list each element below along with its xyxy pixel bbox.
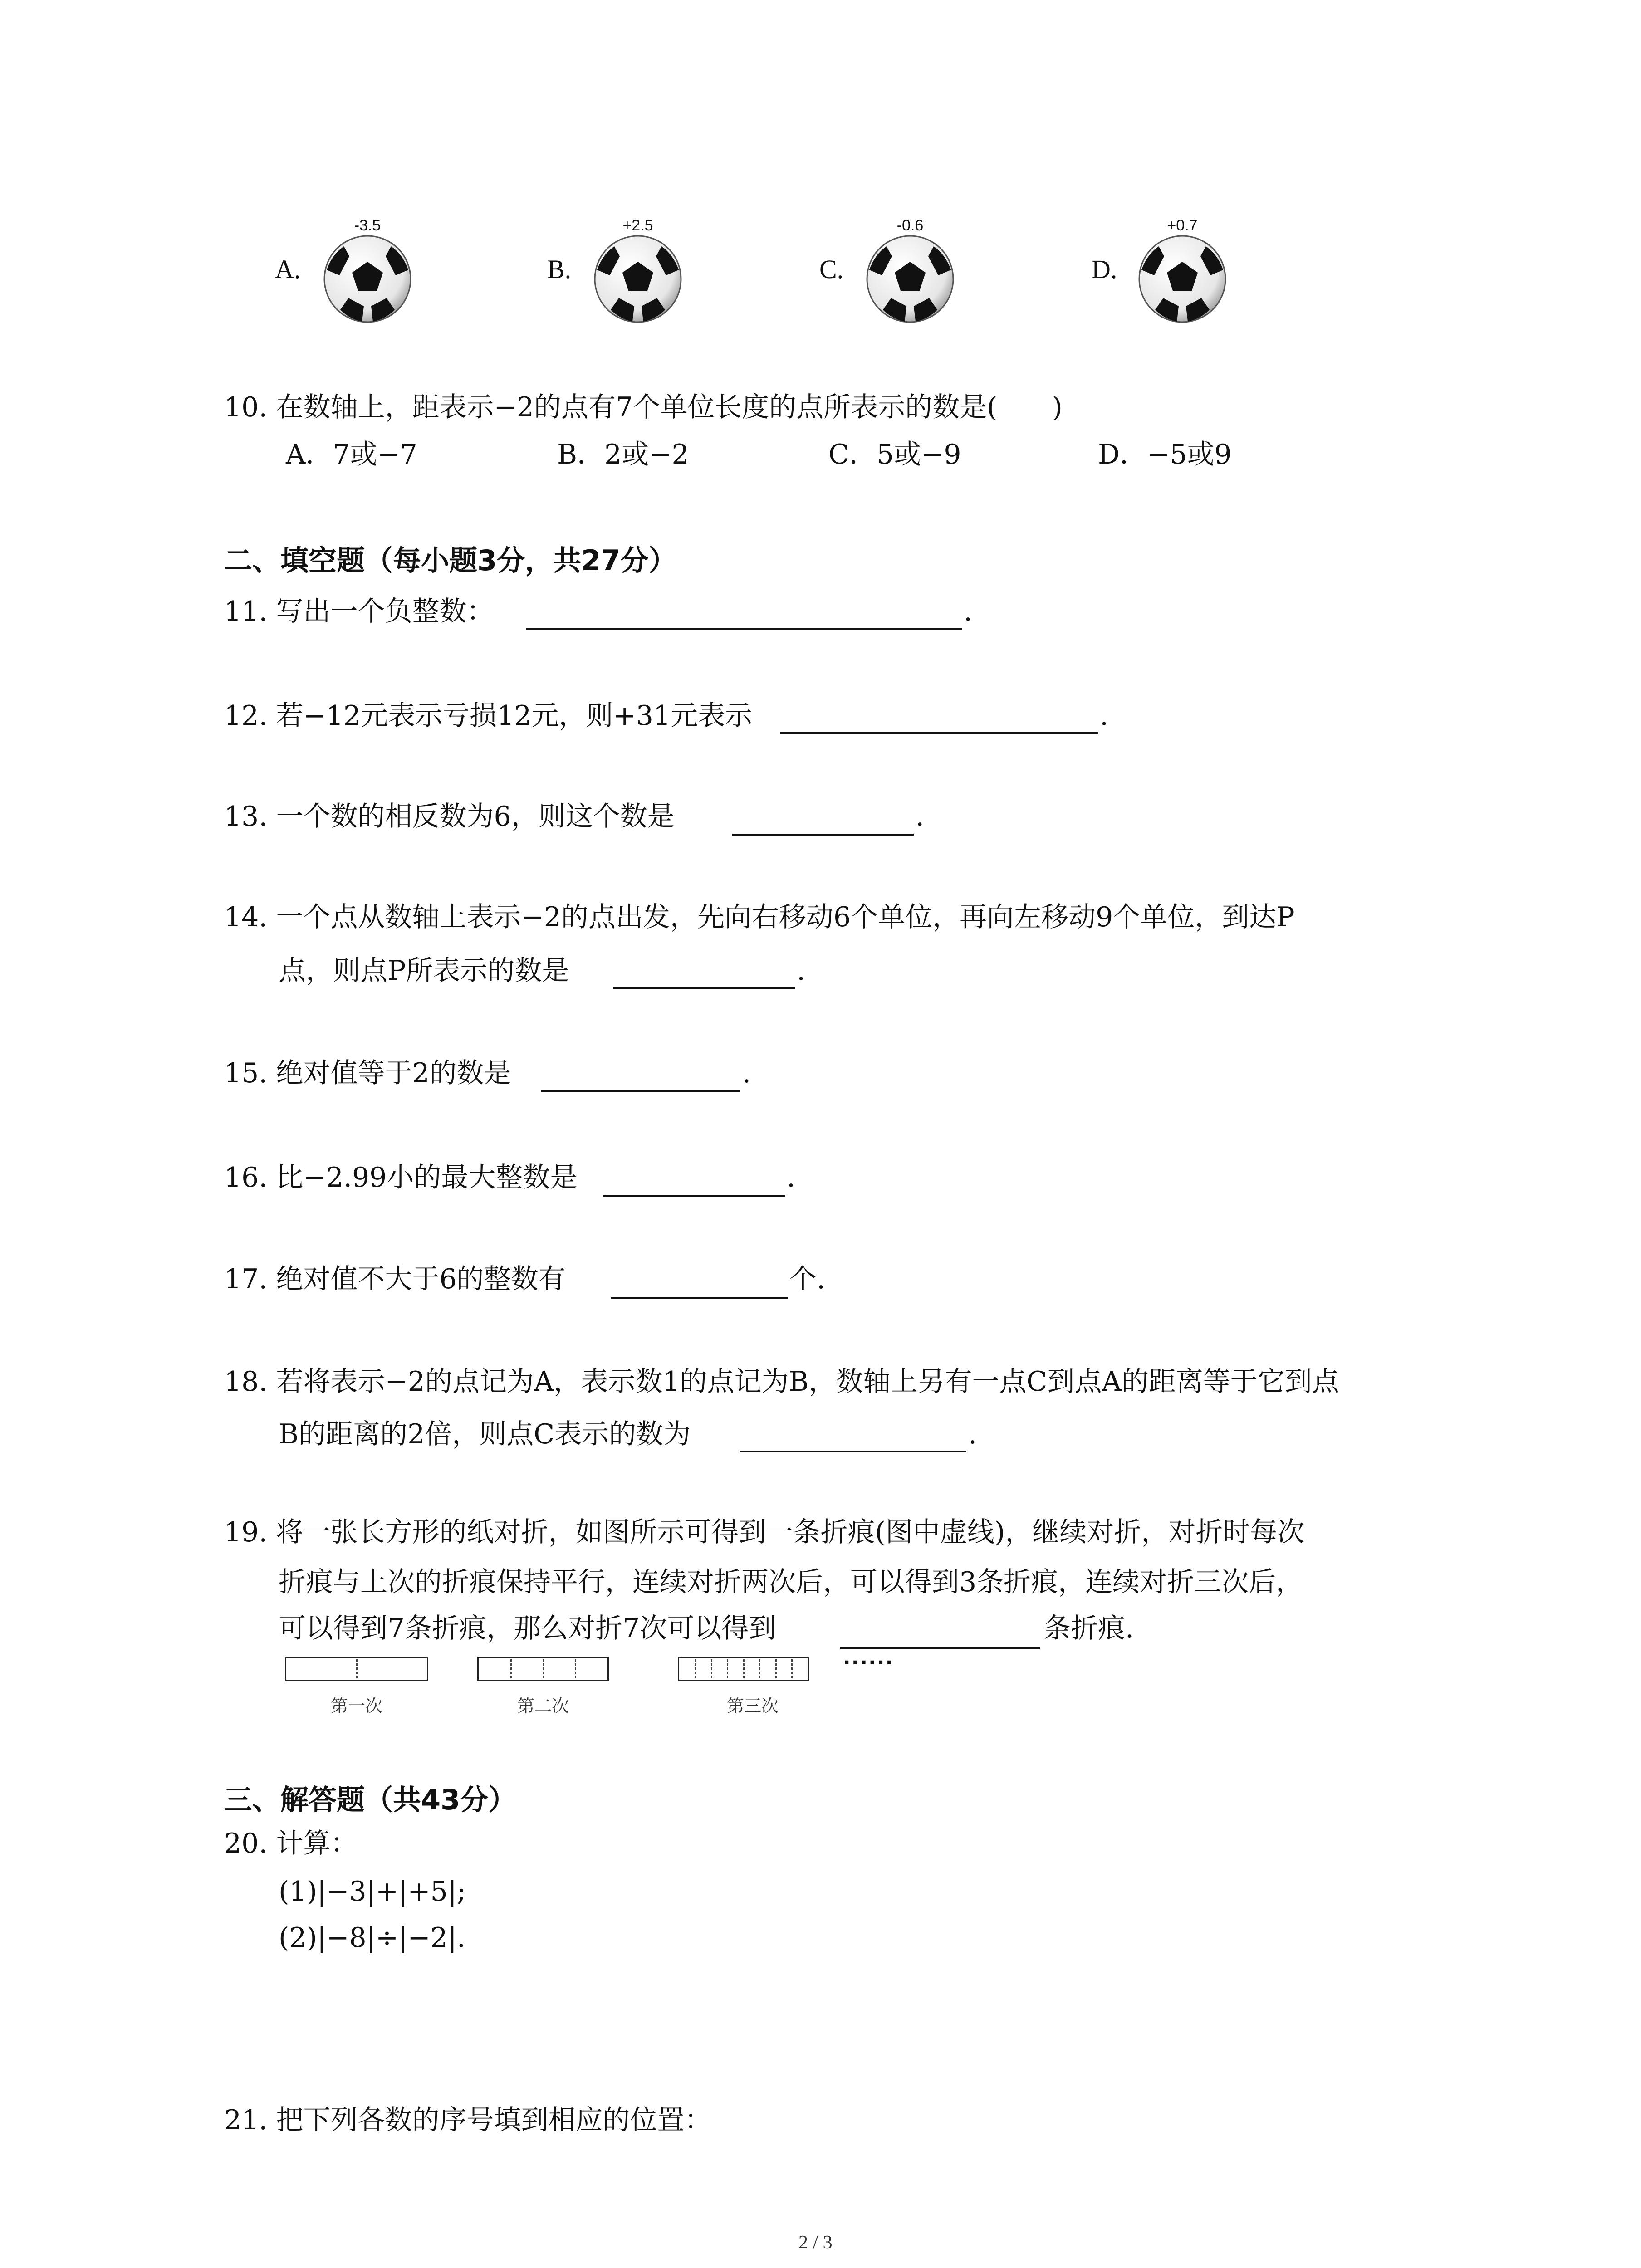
q17-text: 17. 绝对值不大于6的整数有 — [224, 1263, 566, 1295]
q14-end: . — [797, 955, 806, 987]
q18-line1: 18. 若将表示−2的点记为A，表示数1的点记为B，数轴上另有一点C到点A的距离等于它到点 — [224, 1366, 1339, 1398]
q17-answer-blank[interactable] — [611, 1297, 788, 1299]
q13-end: . — [916, 801, 925, 832]
q16-text: 16. 比−2.99小的最大整数是 — [224, 1162, 578, 1193]
fold-caption-second: 第二次 — [517, 1696, 569, 1716]
section-heading-fill-in: 二、填空题（每小题3分，共27分） — [224, 544, 677, 577]
q17-end: 个. — [789, 1263, 826, 1295]
q20-title: 20. 计算： — [224, 1828, 358, 1859]
fold-crease — [510, 1659, 512, 1678]
q11-end: . — [964, 596, 973, 627]
q9-option-b-letter: B. — [547, 254, 572, 284]
q15-end: . — [742, 1057, 751, 1089]
q10-stem: 10. 在数轴上，距表示−2的点有7个单位长度的点所表示的数是( ) — [224, 391, 1063, 423]
football-icon — [593, 234, 683, 324]
q16-end: . — [787, 1162, 796, 1193]
q14-line2: 点，则点P所表示的数是 — [279, 955, 569, 987]
q9-option-c-letter: C. — [819, 254, 844, 284]
q12-answer-blank[interactable] — [780, 732, 1098, 734]
fold-crease — [543, 1659, 544, 1678]
fold-crease — [695, 1659, 696, 1678]
q15-answer-blank[interactable] — [541, 1090, 740, 1092]
fold-caption-third: 第三次 — [726, 1696, 779, 1716]
q18-end: . — [968, 1418, 977, 1450]
q13-text: 13. 一个数的相反数为6，则这个数是 — [224, 801, 675, 832]
q10-option-d: D．−5或9 — [1098, 439, 1232, 470]
fold-strip-first — [285, 1657, 428, 1681]
q9-option-d-letter: D. — [1092, 254, 1117, 284]
fold-crease — [575, 1659, 576, 1678]
fold-crease — [356, 1659, 358, 1678]
football-icon — [865, 234, 955, 324]
q9-option-a-value: -3.5 — [354, 217, 381, 234]
fold-crease — [727, 1659, 728, 1678]
football-icon — [1137, 234, 1228, 324]
football-icon — [322, 234, 413, 324]
q19-line2: 折痕与上次的折痕保持平行，连续对折两次后，可以得到3条折痕，连续对折三次后， — [279, 1566, 1303, 1598]
fold-strip-second — [477, 1657, 609, 1681]
q12-text: 12. 若−12元表示亏损12元，则+31元表示 — [224, 700, 753, 732]
q16-answer-blank[interactable] — [603, 1195, 785, 1197]
fold-crease — [743, 1659, 745, 1678]
q9-option-c-value: -0.6 — [896, 217, 924, 234]
q19-line1: 19. 将一张长方形的纸对折，如图所示可得到一条折痕(图中虚线)，继续对折，对折时每次 — [224, 1516, 1305, 1548]
q9-option-d-value: +0.7 — [1167, 217, 1198, 234]
q20-part1: (1)|−3|+|+5|; — [279, 1876, 466, 1907]
q10-option-c: C．5或−9 — [828, 439, 961, 470]
q18-answer-blank[interactable] — [740, 1451, 966, 1452]
fold-caption-first: 第一次 — [330, 1696, 382, 1716]
fold-strip-third — [678, 1657, 809, 1681]
q10-option-a: A．7或−7 — [286, 439, 417, 470]
fold-crease — [711, 1659, 712, 1678]
fold-crease — [791, 1659, 793, 1678]
fold-crease — [775, 1659, 777, 1678]
q20-part2: (2)|−8|÷|−2|. — [279, 1922, 466, 1954]
q18-line2: B的距离的2倍，则点C表示的数为 — [279, 1418, 691, 1450]
q12-end: . — [1100, 700, 1109, 732]
q9-option-a-letter: A. — [275, 254, 301, 284]
q13-answer-blank[interactable] — [732, 834, 914, 836]
q14-line1: 14. 一个点从数轴上表示−2的点出发，先向右移动6个单位，再向左移动9个单位，到达P — [224, 901, 1295, 933]
section-heading-answer: 三、解答题（共43分） — [224, 1783, 517, 1816]
q19-end: 条折痕. — [1043, 1613, 1134, 1644]
q11-text: 11. 写出一个负整数： — [224, 596, 494, 627]
fold-ellipsis: ······ — [843, 1651, 894, 1674]
q14-answer-blank[interactable] — [613, 987, 795, 989]
q15-text: 15. 绝对值等于2的数是 — [224, 1057, 511, 1089]
q19-answer-blank[interactable] — [840, 1647, 1040, 1649]
q21-text: 21. 把下列各数的序号填到相应的位置： — [224, 2104, 712, 2136]
q11-answer-blank[interactable] — [526, 628, 962, 630]
q10-option-b: B．2或−2 — [557, 439, 689, 470]
page-number: 2 / 3 — [798, 2232, 833, 2253]
fold-crease — [759, 1659, 760, 1678]
q19-line3: 可以得到7条折痕，那么对折7次可以得到 — [279, 1613, 776, 1644]
q9-option-b-value: +2.5 — [622, 217, 653, 234]
